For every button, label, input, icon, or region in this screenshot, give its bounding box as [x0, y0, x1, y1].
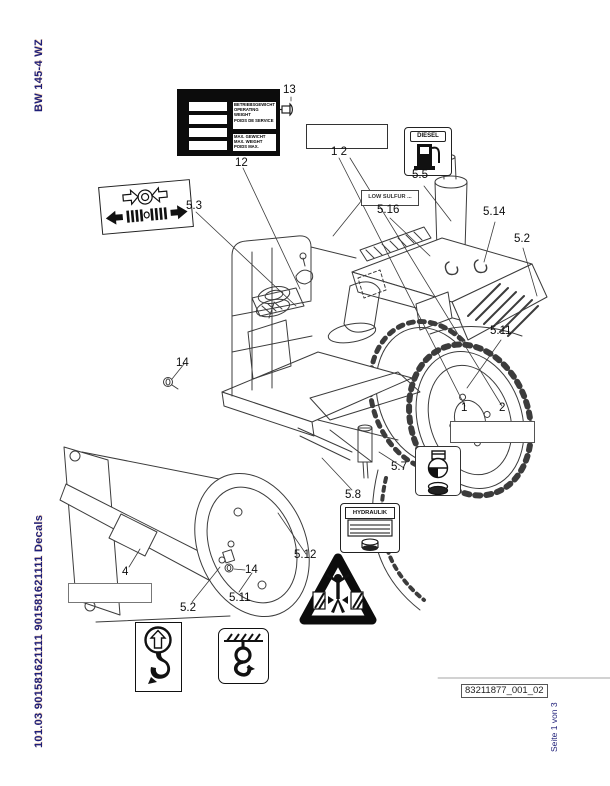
warning-triangle-icon [298, 552, 378, 628]
decal-weight-plate [177, 89, 280, 156]
callout-5-2-top: 5.2 [514, 233, 530, 245]
decal-crush-warning [298, 552, 378, 628]
max-weight-text [233, 134, 276, 151]
section-code: 101.03 901581621111 901581621111 Decals [33, 514, 45, 748]
model-code: BW 145-4 WZ [33, 39, 45, 112]
vibration-decal-art [99, 180, 193, 234]
max-weight-line: MAX. GEWICHT [234, 134, 266, 139]
hydraulik-label: HYDRAULIK [345, 507, 395, 519]
weight-plate-blank-bar [189, 102, 227, 111]
max-weight-line: POIDS MAX. [234, 144, 259, 150]
callout-14-top: 14 [176, 357, 189, 369]
decal-blank-top [306, 124, 388, 149]
callout-5-11-right: 5.11 [490, 325, 512, 337]
decal-low-sulfur: LOW SULFUR ... [361, 190, 419, 206]
decal-blank-tire [450, 421, 535, 443]
document-number: 83211877_001_02 [461, 684, 548, 698]
fastener-icon [278, 104, 292, 115]
decal-blank-drum [68, 583, 152, 603]
max-weight-line: MAX. WEIGHT [234, 139, 263, 145]
operating-weight-text [233, 102, 276, 129]
fuel-pump-icon [405, 128, 451, 175]
ballast-icon [416, 447, 460, 495]
decal-lifting-point [135, 622, 182, 692]
weight-plate-blank-bar [189, 141, 227, 150]
callout-5-16: 5.16 [377, 204, 400, 216]
callout-5-14: 5.14 [483, 206, 506, 218]
callout-13: 13 [283, 84, 296, 96]
callout-5-5: 5.5 [412, 169, 428, 181]
hydraulic-oil-icon [341, 504, 399, 552]
diesel-label: DIESEL [410, 131, 446, 142]
callout-5-7: 5.7 [391, 461, 407, 473]
weight-plate-blank-bar [189, 115, 227, 124]
decal-tire-ballast [415, 446, 461, 496]
operating-weight-line: BETRIEBSGEWICHT [234, 102, 275, 107]
callout-5-8: 5.8 [345, 489, 361, 501]
callout-1-2: 1 2 [331, 146, 347, 158]
decal-suspended-hook [218, 628, 269, 684]
callout-4: 4 [122, 566, 129, 578]
weight-plate-blank-bar [189, 128, 227, 137]
callout-2: 2 [499, 402, 506, 414]
callout-5-11-bottom: 5.11 [229, 592, 251, 604]
callout-5-12: 5.12 [294, 549, 317, 561]
operating-weight-line: OPERATING WEIGHT [234, 107, 259, 118]
hook-arrow-icon [136, 623, 181, 691]
decal-vibration-control [98, 179, 194, 235]
callout-5-2-bottom: 5.2 [180, 602, 196, 614]
callout-5-3: 5.3 [186, 200, 202, 212]
callout-1: 1 [461, 402, 468, 414]
callout-14-bottom: 14 [245, 564, 258, 576]
page-indicator: Seite 1 von 3 [549, 702, 559, 752]
suspended-hook-icon [219, 629, 268, 683]
decal-hydraulik [340, 503, 400, 553]
operating-weight-line: POIDS DE SERVICE [234, 117, 274, 123]
callout-12: 12 [235, 157, 248, 169]
bolt-icon-top [164, 378, 179, 390]
